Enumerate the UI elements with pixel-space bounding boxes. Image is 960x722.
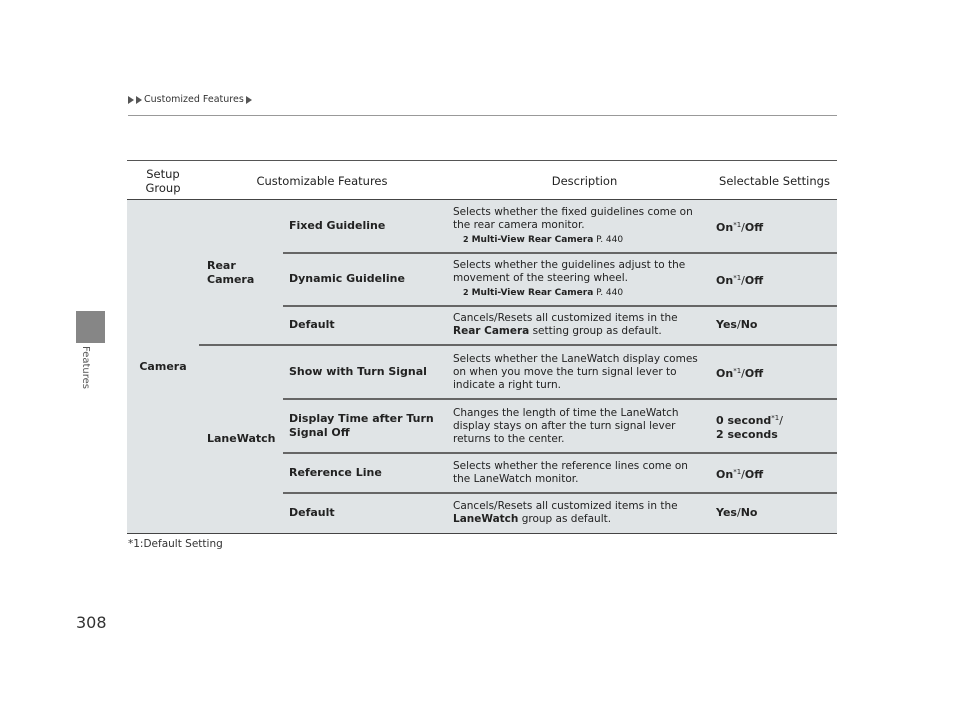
- selectable-settings: On$^{*1}$/Off: [716, 366, 764, 380]
- feature-name: Dynamic Guideline: [289, 272, 405, 285]
- subgroup-rear-camera: Rear Camera: [207, 258, 255, 286]
- reference-arrow-icon: 2: [463, 287, 469, 297]
- breadcrumb-arrow-icon: [128, 96, 134, 104]
- feature-name: Fixed Guideline: [289, 219, 386, 232]
- feature-name: Show with Turn Signal: [289, 365, 427, 378]
- header-customizable-features: Customizable Features: [256, 173, 388, 188]
- feature-description: Selects whether the LaneWatch display comes on when you move the turn signal lever to indicate a right turn.: [453, 352, 698, 391]
- breadcrumb: [128, 94, 252, 105]
- table-row: [283, 306, 837, 344]
- group-camera: Camera: [139, 360, 187, 373]
- table-row: [283, 200, 837, 252]
- page-reference[interactable]: 2 Multi-View Rear Camera P. 440: [463, 234, 624, 245]
- feature-description: Selects whether the guidelines adjust to the movement of the steering wheel. 2 Multi-View Rear Camera P. 440: [453, 253, 708, 305]
- feature-description: Selects whether the reference lines come on the LaneWatch monitor.: [453, 460, 688, 485]
- table-row: [283, 253, 837, 305]
- table-row: [283, 454, 837, 492]
- feature-name: Default: [289, 506, 335, 519]
- selectable-settings: 0 second$^{*1}$/ 2 seconds: [716, 413, 783, 441]
- selectable-settings: On$^{*1}$/Off: [716, 273, 764, 287]
- table-row: [283, 346, 837, 398]
- selectable-settings: Yes/No: [716, 506, 758, 519]
- breadcrumb-arrow-icon: [136, 96, 142, 104]
- table-header: [127, 160, 837, 200]
- section-tab-marker: [76, 311, 105, 343]
- header-divider: [128, 115, 837, 116]
- header-description: Description: [551, 173, 618, 188]
- feature-description: Changes the length of time the LaneWatch display stays on after the turn signal lever returns to the center.: [453, 406, 679, 445]
- selectable-settings: On$^{*1}$/Off: [716, 220, 764, 234]
- subgroup-lanewatch: LaneWatch: [207, 432, 276, 445]
- feature-description: Cancels/Resets all customized items in the Rear Camera setting group as default.: [453, 312, 678, 337]
- section-side-label: Features: [80, 346, 91, 389]
- feature-description: Selects whether the fixed guidelines come on the rear camera monitor. 2 Multi-View Rear Camera P. 440: [453, 200, 708, 252]
- feature-description: Cancels/Resets all customized items in the LaneWatch group as default.: [453, 500, 678, 525]
- table-row: [283, 494, 837, 532]
- selectable-settings: Yes/No: [716, 318, 758, 331]
- header-setup-group: Setup Group: [145, 166, 181, 195]
- footnote: *1:Default Setting: [128, 538, 223, 550]
- breadcrumb-arrow-icon: [246, 96, 252, 104]
- table-row: [283, 400, 837, 452]
- page-number: 308: [76, 613, 107, 632]
- settings-table: [127, 199, 837, 534]
- selectable-settings: On$^{*1}$/Off: [716, 467, 764, 481]
- feature-name: Reference Line: [289, 466, 382, 479]
- feature-name: Display Time after Turn Signal Off: [289, 412, 434, 439]
- header-selectable-settings: Selectable Settings: [719, 173, 830, 188]
- reference-arrow-icon: 2: [463, 234, 469, 244]
- page-reference[interactable]: 2 Multi-View Rear Camera P. 440: [463, 287, 624, 298]
- breadcrumb-label[interactable]: Customized Features: [144, 94, 244, 105]
- feature-name: Default: [289, 318, 335, 331]
